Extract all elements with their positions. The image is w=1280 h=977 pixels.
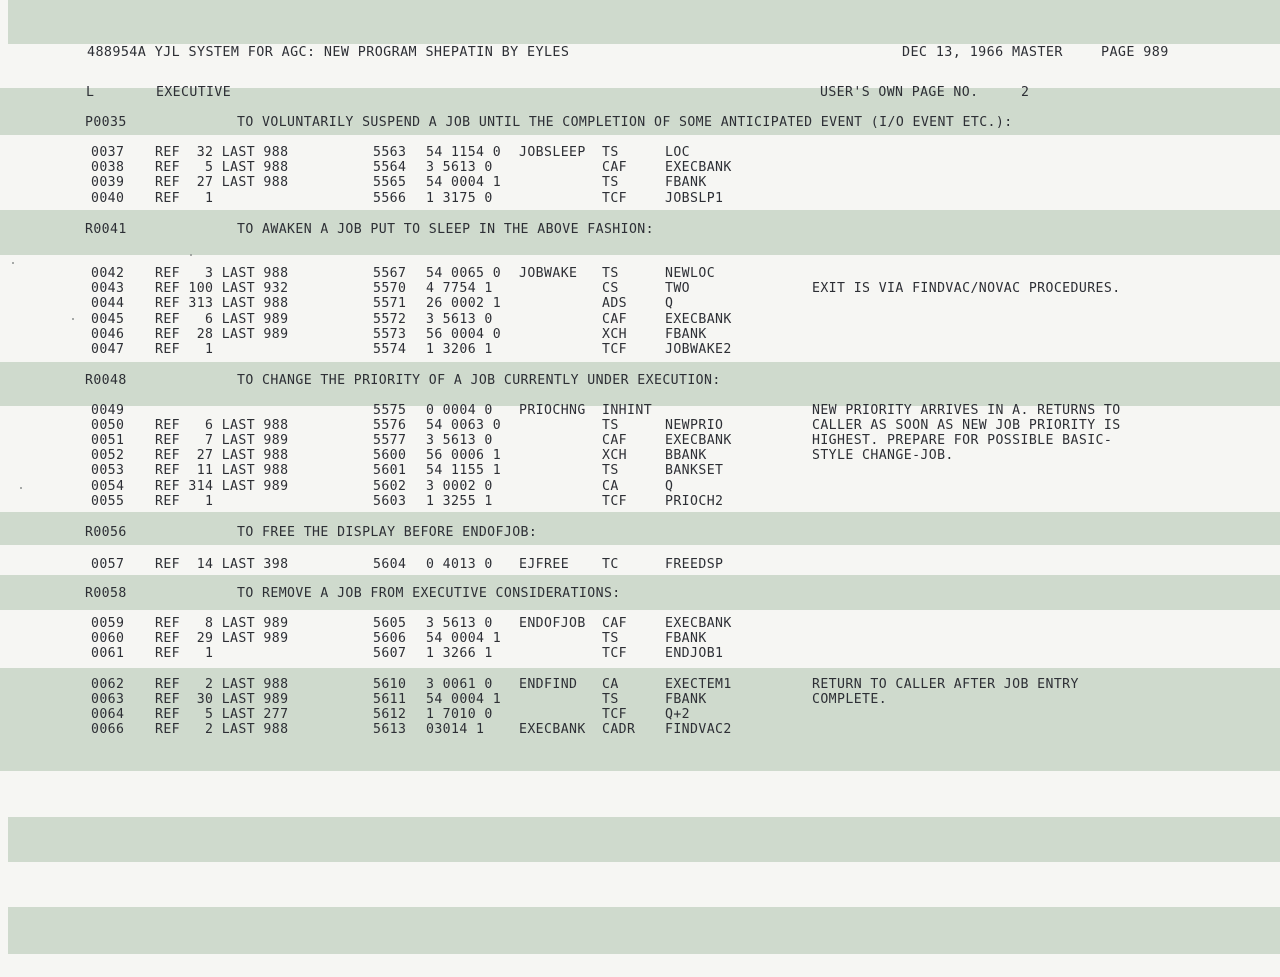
code-op: CA (602, 479, 619, 494)
code-ref: REF 6 LAST 989 (155, 312, 289, 327)
code-label: PRIOCHNG (519, 403, 586, 418)
code-word: 03014 1 (426, 722, 485, 737)
code-line: 0055 (91, 494, 125, 509)
code-op: CAF (602, 160, 628, 175)
remark-text: TO CHANGE THE PRIORITY OF A JOB CURRENTLY UNDER EXECUTION: (237, 373, 721, 388)
code-op: CAF (602, 616, 628, 631)
code-line: 0054 (91, 479, 125, 494)
code-line: 0043 (91, 281, 125, 296)
remark-text: TO VOLUNTARILY SUSPEND A JOB UNTIL THE COMPLETION OF SOME ANTICIPATED EVENT (I/O EVENT ETC.): (237, 115, 1013, 130)
paper-band (8, 817, 1280, 862)
listing-date: DEC 13, 1966 MASTER (902, 45, 1063, 60)
ink-speck (20, 487, 22, 489)
code-comment: CALLER AS SOON AS NEW JOB PRIORITY IS (812, 418, 1121, 433)
code-operand: Q (665, 296, 674, 311)
code-word: 1 3175 0 (426, 191, 493, 206)
code-op: TS (602, 631, 619, 646)
paper-band (8, 907, 1280, 954)
code-addr: 5577 (373, 433, 407, 448)
code-line: 0063 (91, 692, 125, 707)
code-operand: Q+2 (665, 707, 691, 722)
code-op: CAF (602, 433, 628, 448)
code-addr: 5567 (373, 266, 407, 281)
code-op: TCF (602, 707, 628, 722)
code-addr: 5613 (373, 722, 407, 737)
code-word: 3 5613 0 (426, 160, 493, 175)
code-operand: EXECBANK (665, 312, 732, 327)
code-op: TS (602, 418, 619, 433)
code-line: 0059 (91, 616, 125, 631)
code-operand: FREEDSP (665, 557, 724, 572)
code-addr: 5574 (373, 342, 407, 357)
code-ref: REF 27 LAST 988 (155, 175, 289, 190)
code-line: 0051 (91, 433, 125, 448)
section-letter: L (86, 85, 95, 100)
code-addr: 5576 (373, 418, 407, 433)
code-addr: 5604 (373, 557, 407, 572)
code-addr: 5571 (373, 296, 407, 311)
code-addr: 5607 (373, 646, 407, 661)
code-addr: 5611 (373, 692, 407, 707)
code-word: 3 5613 0 (426, 616, 493, 631)
code-ref: REF 6 LAST 988 (155, 418, 289, 433)
code-word: 4 7754 1 (426, 281, 493, 296)
code-word: 1 3255 1 (426, 494, 493, 509)
section-name: EXECUTIVE (156, 85, 232, 100)
code-comment: COMPLETE. (812, 692, 888, 707)
code-op: TCF (602, 494, 628, 509)
code-addr: 5602 (373, 479, 407, 494)
code-line: 0050 (91, 418, 125, 433)
code-label: JOBWAKE (519, 266, 578, 281)
code-op: TS (602, 692, 619, 707)
code-operand: EXECBANK (665, 160, 732, 175)
remark-text: TO AWAKEN A JOB PUT TO SLEEP IN THE ABOVE FASHION: (237, 222, 654, 237)
code-label: ENDFIND (519, 677, 578, 692)
code-line: 0049 (91, 403, 125, 418)
code-op: INHINT (602, 403, 653, 418)
code-word: 54 1155 1 (426, 463, 502, 478)
code-op: XCH (602, 448, 628, 463)
code-ref: REF 314 LAST 989 (155, 479, 289, 494)
code-label: ENDOFJOB (519, 616, 586, 631)
code-line: 0053 (91, 463, 125, 478)
paper-band (0, 512, 1280, 545)
code-addr: 5575 (373, 403, 407, 418)
code-addr: 5612 (373, 707, 407, 722)
code-word: 3 5613 0 (426, 312, 493, 327)
code-ref: REF 2 LAST 988 (155, 677, 289, 692)
code-ref: REF 3 LAST 988 (155, 266, 289, 281)
remark-line-id: P0035 (85, 115, 127, 130)
code-op: TS (602, 175, 619, 190)
code-ref: REF 30 LAST 989 (155, 692, 289, 707)
code-line: 0042 (91, 266, 125, 281)
code-ref: REF 11 LAST 988 (155, 463, 289, 478)
code-label: EXECBANK (519, 722, 586, 737)
code-operand: EXECBANK (665, 616, 732, 631)
code-addr: 5600 (373, 448, 407, 463)
code-op: TCF (602, 342, 628, 357)
code-operand: EXECTEM1 (665, 677, 732, 692)
remark-text: TO REMOVE A JOB FROM EXECUTIVE CONSIDERATIONS: (237, 586, 621, 601)
page-number: PAGE 989 (1101, 45, 1169, 60)
remark-line-id: R0048 (85, 373, 127, 388)
code-comment: HIGHEST. PREPARE FOR POSSIBLE BASIC- (812, 433, 1113, 448)
code-comment: NEW PRIORITY ARRIVES IN A. RETURNS TO (812, 403, 1121, 418)
code-operand: Q (665, 479, 674, 494)
code-word: 54 0004 1 (426, 631, 502, 646)
code-word: 1 7010 0 (426, 707, 493, 722)
code-addr: 5564 (373, 160, 407, 175)
code-line: 0060 (91, 631, 125, 646)
code-ref: REF 1 (155, 191, 214, 206)
code-addr: 5572 (373, 312, 407, 327)
code-line: 0062 (91, 677, 125, 692)
code-line: 0047 (91, 342, 125, 357)
remark-text: TO FREE THE DISPLAY BEFORE ENDOFJOB: (237, 525, 538, 540)
code-word: 1 3266 1 (426, 646, 493, 661)
code-addr: 5573 (373, 327, 407, 342)
code-op: ADS (602, 296, 628, 311)
code-ref: REF 14 LAST 398 (155, 557, 289, 572)
ink-speck (12, 262, 14, 264)
code-op: TCF (602, 646, 628, 661)
code-label: JOBSLEEP (519, 145, 586, 160)
code-operand: FBANK (665, 692, 707, 707)
code-line: 0052 (91, 448, 125, 463)
code-ref: REF 100 LAST 932 (155, 281, 289, 296)
code-operand: FBANK (665, 175, 707, 190)
code-line: 0066 (91, 722, 125, 737)
code-line: 0061 (91, 646, 125, 661)
code-word: 0 0004 0 (426, 403, 493, 418)
code-addr: 5565 (373, 175, 407, 190)
code-word: 54 0004 1 (426, 692, 502, 707)
remark-line-id: R0058 (85, 586, 127, 601)
code-op: TC (602, 557, 619, 572)
code-op: CA (602, 677, 619, 692)
code-line: 0037 (91, 145, 125, 160)
code-operand: FBANK (665, 631, 707, 646)
code-word: 1 3206 1 (426, 342, 493, 357)
code-word: 3 5613 0 (426, 433, 493, 448)
code-op: CS (602, 281, 619, 296)
code-line: 0057 (91, 557, 125, 572)
code-comment: STYLE CHANGE-JOB. (812, 448, 954, 463)
code-operand: NEWPRIO (665, 418, 724, 433)
code-ref: REF 2 LAST 988 (155, 722, 289, 737)
code-line: 0044 (91, 296, 125, 311)
code-addr: 5570 (373, 281, 407, 296)
code-ref: REF 27 LAST 988 (155, 448, 289, 463)
code-line: 0045 (91, 312, 125, 327)
code-addr: 5605 (373, 616, 407, 631)
code-ref: REF 313 LAST 988 (155, 296, 289, 311)
code-op: TCF (602, 191, 628, 206)
code-word: 54 0063 0 (426, 418, 502, 433)
code-addr: 5603 (373, 494, 407, 509)
code-operand: JOBSLP1 (665, 191, 724, 206)
code-word: 56 0004 0 (426, 327, 502, 342)
code-operand: PRIOCH2 (665, 494, 724, 509)
code-ref: REF 1 (155, 342, 214, 357)
code-word: 0 4013 0 (426, 557, 493, 572)
code-operand: BBANK (665, 448, 707, 463)
code-label: EJFREE (519, 557, 570, 572)
code-ref: REF 28 LAST 989 (155, 327, 289, 342)
code-ref: REF 29 LAST 989 (155, 631, 289, 646)
code-line: 0040 (91, 191, 125, 206)
code-operand: JOBWAKE2 (665, 342, 732, 357)
code-op: TS (602, 463, 619, 478)
remark-line-id: R0041 (85, 222, 127, 237)
code-word: 26 0002 1 (426, 296, 502, 311)
code-ref: REF 5 LAST 277 (155, 707, 289, 722)
code-op: XCH (602, 327, 628, 342)
code-op: TS (602, 266, 619, 281)
code-word: 54 1154 0 (426, 145, 502, 160)
code-operand: LOC (665, 145, 691, 160)
code-line: 0046 (91, 327, 125, 342)
listing-title: 488954A YJL SYSTEM FOR AGC: NEW PROGRAM SHEPATIN BY EYLES (87, 45, 570, 60)
code-word: 54 0065 0 (426, 266, 502, 281)
code-ref: REF 1 (155, 646, 214, 661)
code-word: 3 0061 0 (426, 677, 493, 692)
code-word: 3 0002 0 (426, 479, 493, 494)
paper-band (0, 575, 1280, 610)
code-operand: BANKSET (665, 463, 724, 478)
code-ref: REF 7 LAST 989 (155, 433, 289, 448)
code-operand: EXECBANK (665, 433, 732, 448)
code-line: 0038 (91, 160, 125, 175)
code-word: 56 0006 1 (426, 448, 502, 463)
code-op: CAF (602, 312, 628, 327)
code-addr: 5610 (373, 677, 407, 692)
code-addr: 5606 (373, 631, 407, 646)
users-page-number: 2 (1021, 85, 1030, 100)
code-ref: REF 8 LAST 989 (155, 616, 289, 631)
code-addr: 5601 (373, 463, 407, 478)
code-comment: EXIT IS VIA FINDVAC/NOVAC PROCEDURES. (812, 281, 1121, 296)
code-addr: 5563 (373, 145, 407, 160)
code-operand: TWO (665, 281, 691, 296)
code-word: 54 0004 1 (426, 175, 502, 190)
code-line: 0064 (91, 707, 125, 722)
code-addr: 5566 (373, 191, 407, 206)
code-op: CADR (602, 722, 636, 737)
code-ref: REF 5 LAST 988 (155, 160, 289, 175)
code-ref: REF 32 LAST 988 (155, 145, 289, 160)
code-operand: ENDJOB1 (665, 646, 724, 661)
users-page-label: USER'S OWN PAGE NO. (820, 85, 979, 100)
paper-band (8, 0, 1280, 44)
code-ref: REF 1 (155, 494, 214, 509)
code-operand: FBANK (665, 327, 707, 342)
code-op: TS (602, 145, 619, 160)
code-comment: RETURN TO CALLER AFTER JOB ENTRY (812, 677, 1079, 692)
remark-line-id: R0056 (85, 525, 127, 540)
ink-speck (72, 318, 74, 320)
code-line: 0039 (91, 175, 125, 190)
code-operand: FINDVAC2 (665, 722, 732, 737)
ink-speck (190, 254, 192, 256)
code-operand: NEWLOC (665, 266, 716, 281)
